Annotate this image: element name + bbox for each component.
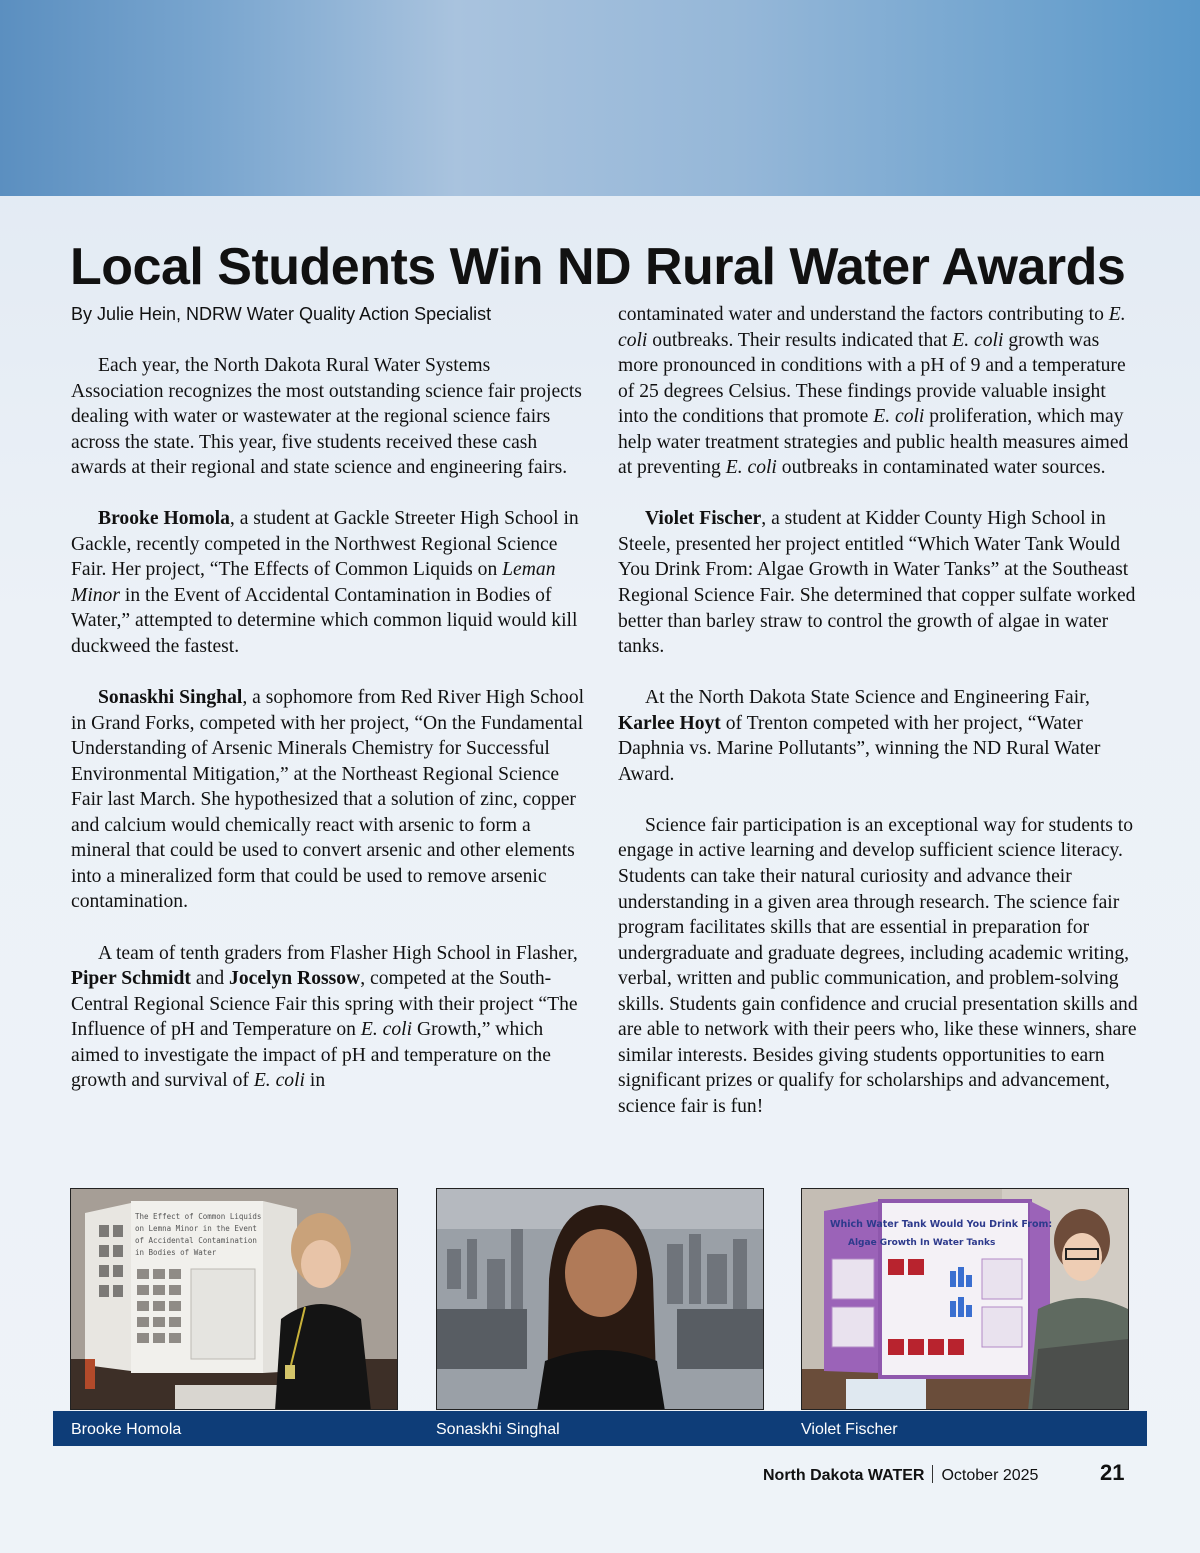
caption-bar <box>53 1411 1147 1446</box>
photo-1-illustration <box>71 1189 398 1410</box>
footer-publication <box>763 1465 1038 1485</box>
photo-3-illustration <box>802 1189 1129 1410</box>
paragraph-text: and <box>190 968 230 990</box>
svg-text:of Accidental Contamination: of Accidental Contamination <box>135 1236 257 1245</box>
article-paragraph <box>618 506 1138 659</box>
svg-text:Algae Growth In Water Tanks: Algae Growth In Water Tanks <box>848 1238 996 1248</box>
header-banner <box>0 0 1200 196</box>
byline: By Julie Hein, NDRW Water Quality Action Specialist <box>71 304 492 324</box>
article-title: Local Students Win ND Rural Water Awards <box>70 238 1126 296</box>
italic-term: Leman Minor <box>71 559 556 606</box>
right-column <box>618 302 1138 1145</box>
paragraph-text: of Trenton competed with her project, “Water Daphnia vs. Marine Pollutants”, winning the ND Rural Water Award. <box>618 712 1101 785</box>
article-paragraph <box>71 506 586 659</box>
paragraph-text: Growth,” which aimed to investigate the impact of pH and temperature on the growth and survival of <box>71 1019 551 1092</box>
student-name: Violet Fischer <box>645 508 762 530</box>
article-paragraph <box>71 353 586 481</box>
photo-brooke-homola <box>70 1188 398 1410</box>
paragraph-text: in <box>305 1070 326 1092</box>
student-name: Brooke Homola <box>98 508 230 530</box>
italic-term: E. coli <box>253 1070 305 1092</box>
paragraph-text: Science fair participation is an exceptional way for students to engage in active learning and develop sufficient science literacy. Students can take their natural curiosity and advance their understanding in a given area through research. The science fair program facilitates skills that are essential in preparation for undergraduate and graduate degrees, including academic writing, verbal, written and public communication, and problem-solving skills. Students gain confidence and crucial presentation skills and are able to network with their peers who, like these winners, share similar interests. Besides giving students opportunities to earn significant prizes or qualify for scholarships and advancement, science fair is fun! <box>618 814 1138 1117</box>
footer-divider <box>932 1465 933 1483</box>
student-name: Sonaskhi Singhal <box>98 687 243 709</box>
publication-name: North Dakota WATER <box>763 1467 925 1484</box>
caption-violet-fischer: Violet Fischer <box>801 1421 898 1438</box>
student-name: Karlee Hoyt <box>618 712 721 734</box>
paragraph-text: , a student at Gackle Streeter High School in Gackle, recently competed in the Northwest Regional Science Fair. Her project, “The Effects of Common Liquids on <box>71 508 579 581</box>
paragraph-text: contaminated water and understand the factors contributing to <box>618 304 1109 325</box>
svg-text:in Bodies of Water: in Bodies of Water <box>135 1248 217 1257</box>
caption-sonaskhi-singhal: Sonaskhi Singhal <box>436 1421 560 1438</box>
student-name: Jocelyn Rossow <box>229 968 361 990</box>
caption-brooke-homola: Brooke Homola <box>71 1421 182 1438</box>
article-paragraph <box>618 302 1138 481</box>
page-number: 21 <box>1100 1460 1125 1485</box>
svg-text:on Lemna Minor in the Event: on Lemna Minor in the Event <box>135 1224 257 1233</box>
italic-term: E. coli <box>725 457 777 479</box>
issue-date: October 2025 <box>941 1467 1039 1484</box>
student-name: Piper Schmidt <box>71 968 191 990</box>
italic-term: E. coli <box>618 304 1126 351</box>
paragraph-text: growth was more pronounced in conditions with a pH of 9 and a temperature of 25 degrees Celsius. These findings provide valuable insight into the conditions that promote <box>618 329 1126 428</box>
paragraph-text: outbreaks in contaminated water sources. <box>776 457 1106 479</box>
paragraph-text: , competed at the South-Central Regional Science Fair this spring with their project “The Influence of pH and Temperature on <box>71 968 578 1041</box>
photo-sonaskhi-singhal <box>436 1188 764 1410</box>
article-paragraph <box>618 685 1138 787</box>
article-paragraph <box>71 941 586 1094</box>
photo-2-illustration <box>437 1189 764 1410</box>
svg-text:The Effect of Common Liquids: The Effect of Common Liquids <box>135 1212 262 1221</box>
italic-term: E. coli <box>952 329 1004 351</box>
article-paragraph <box>71 685 586 915</box>
photo-violet-fischer <box>801 1188 1129 1410</box>
paragraph-text: in the Event of Accidental Contamination in Bodies of Water,” attempted to determine which common liquid would kill duckweed the fastest. <box>71 584 578 658</box>
svg-text:Which Water Tank Would You Dri: Which Water Tank Would You Drink From: <box>830 1219 1053 1230</box>
paragraph-text: outbreaks. Their results indicated that <box>647 329 953 351</box>
article-paragraph <box>618 813 1138 1120</box>
left-column <box>71 353 586 1119</box>
paragraph-text: Each year, the North Dakota Rural Water Systems Association recognizes the most outstanding science fair projects dealing with water or wastewater at the regional science fairs across the state. This year, five students received these cash awards at their regional and state science and engineering fairs. <box>71 355 582 479</box>
paragraph-text: , a sophomore from Red River High School in Grand Forks, competed with her project, “On the Fundamental Understanding of Arsenic Minerals Chemistry for Successful Environmental Mitigation,” at the Northeast Regional Science Fair last March. She hypothesized that a solution of zinc, copper and calcium would chemically react with arsenic to form a mineral that could be used to convert arsenic and other elements into a mineralized form that could be used to remove arsenic contamination. <box>71 687 585 913</box>
italic-term: E. coli <box>873 406 925 428</box>
paragraph-text: proliferation, which may help water treatment strategies and public health measures aimed at preventing <box>618 406 1129 479</box>
paragraph-text: A team of tenth graders from Flasher High School in Flasher, <box>98 942 578 964</box>
paragraph-text: , a student at Kidder County High School in Steele, presented her project entitled “Which Water Tank Would You Drink From: Algae Growth in Water Tanks” at the Southeast Regional Science Fair. She determined that copper sulfate worked better than barley straw to control the growth of algae in water tanks. <box>618 508 1136 658</box>
italic-term: E. coli <box>360 1019 413 1041</box>
paragraph-text: At the North Dakota State Science and Engineering Fair, <box>645 687 1090 709</box>
